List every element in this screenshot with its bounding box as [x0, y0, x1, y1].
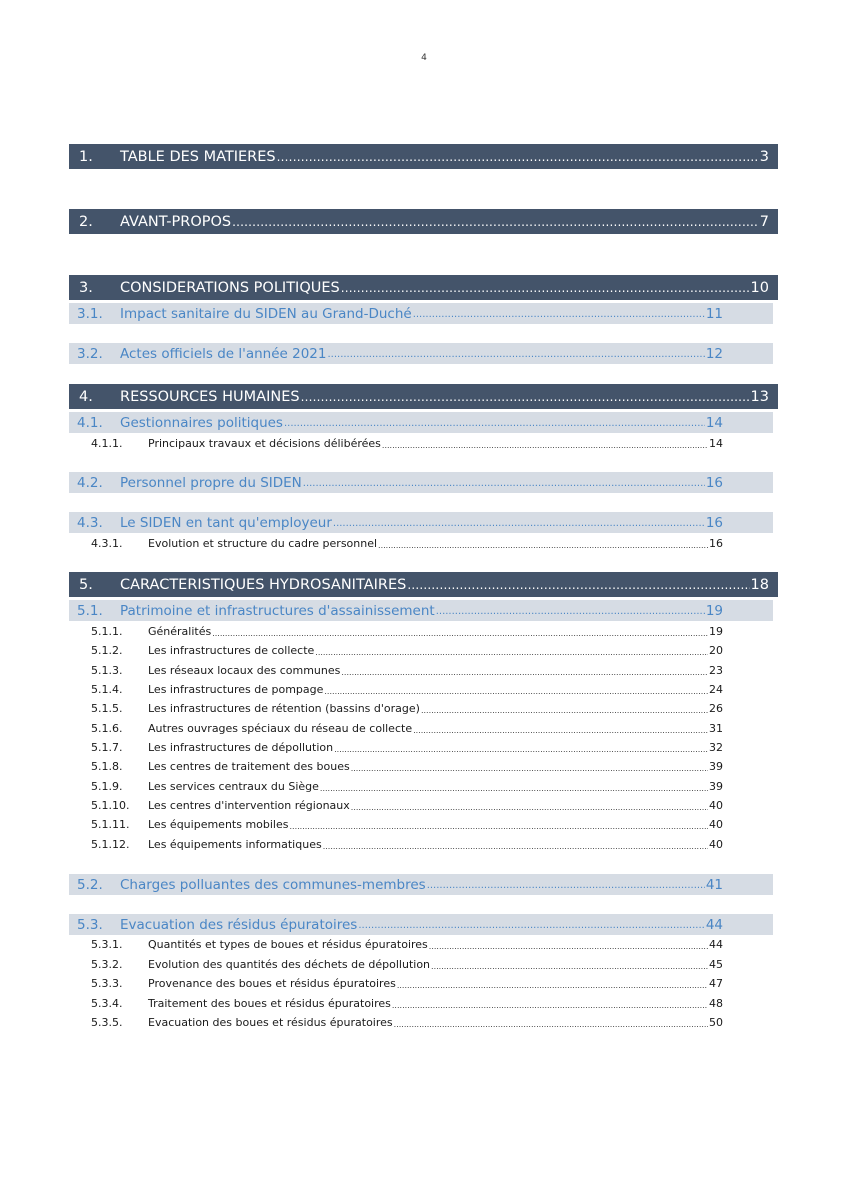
toc-entry-number: 5.1.5. [91, 702, 123, 715]
toc-entry-leader [303, 478, 705, 493]
toc-entry-number: 5.3.1. [91, 938, 123, 951]
toc-entry-leader [301, 390, 750, 409]
toc-entry-leader [284, 418, 705, 433]
toc-entry[interactable] [69, 757, 723, 776]
toc-entry-leader [290, 822, 709, 834]
toc-entry-leader [407, 578, 749, 597]
toc-entry-page: 50 [709, 1016, 723, 1029]
toc-entry-number: 3. [79, 279, 93, 296]
toc-entry-page: 40 [709, 799, 723, 812]
toc-entry-title: CONSIDERATIONS POLITIQUES [120, 279, 340, 296]
toc-entry-page: 41 [705, 876, 723, 893]
toc-entry[interactable] [69, 512, 773, 533]
toc-entry[interactable] [69, 974, 723, 993]
toc-entry-title: AVANT-PROPOS [120, 213, 232, 230]
toc-entry[interactable] [69, 914, 773, 935]
toc-entry-page: 39 [709, 780, 723, 793]
toc-entry-number: 3.2. [77, 345, 103, 362]
toc-entry-title: Les infrastructures de rétention (bassins d'orage) [148, 702, 420, 715]
toc-entry-page: 16 [705, 514, 723, 531]
toc-entry[interactable] [69, 472, 773, 493]
page-number: 4 [421, 53, 427, 63]
toc-entry-leader [413, 309, 705, 324]
toc-entry-title: Les services centraux du Siège [148, 780, 319, 793]
toc-entry-title: Les infrastructures de pompage [148, 683, 324, 696]
toc-entry-page: 48 [709, 997, 723, 1010]
toc-entry-page: 20 [709, 644, 723, 657]
toc-entry[interactable] [69, 994, 723, 1013]
toc-entry[interactable] [69, 209, 778, 234]
toc-entry[interactable] [69, 738, 723, 757]
toc-entry-title: Les centres d'intervention régionaux [148, 799, 350, 812]
toc-entry-page: 31 [709, 722, 723, 735]
toc-entry-number: 5.1.8. [91, 760, 123, 773]
toc-entry-number: 2. [79, 213, 93, 230]
toc-entry-leader [397, 981, 708, 993]
toc-entry-number: 5.1.12. [91, 838, 130, 851]
toc-entry[interactable] [69, 622, 723, 641]
toc-entry-title: Les centres de traitement des boues [148, 760, 350, 773]
toc-entry[interactable] [69, 661, 723, 680]
toc-entry-page: 10 [750, 279, 769, 296]
toc-entry[interactable] [69, 955, 723, 974]
toc-entry-page: 40 [709, 838, 723, 851]
toc-entry-title: Les infrastructures de dépollution [148, 741, 334, 754]
toc-entry-number: 5.3. [77, 916, 103, 933]
toc-entry-title: Personnel propre du SIDEN [120, 474, 302, 491]
toc-entry-number: 5. [79, 576, 93, 593]
toc-entry-leader [324, 687, 708, 699]
toc-entry[interactable] [69, 777, 723, 796]
toc-entry-page: 16 [709, 537, 723, 550]
toc-entry-page: 32 [709, 741, 723, 754]
toc-entry-page: 12 [705, 345, 723, 362]
toc-entry-number: 5.2. [77, 876, 103, 893]
toc-entry-title: Autres ouvrages spéciaux du réseau de collecte [148, 722, 413, 735]
toc-entry-title: Le SIDEN en tant qu'employeur [120, 514, 332, 531]
toc-entry-leader [413, 726, 708, 738]
toc-entry-page: 7 [759, 213, 769, 230]
toc-entry-title: Les équipements mobiles [148, 818, 289, 831]
toc-entry-page: 19 [705, 602, 723, 619]
toc-entry-title: Impact sanitaire du SIDEN au Grand-Duché [120, 305, 412, 322]
toc-entry[interactable] [69, 144, 778, 169]
toc-entry-number: 4.1.1. [91, 437, 123, 450]
toc-entry-leader [351, 803, 708, 815]
toc-entry-page: 39 [709, 760, 723, 773]
toc-entry-leader [320, 784, 708, 796]
toc-entry-leader [378, 541, 708, 553]
toc-entry[interactable] [69, 412, 773, 433]
toc-entry-leader [341, 668, 708, 680]
toc-entry-leader [333, 518, 705, 533]
toc-entry[interactable] [69, 384, 778, 409]
toc-entry-title: Patrimoine et infrastructures d'assainissement [120, 602, 435, 619]
toc-entry-number: 5.1.10. [91, 799, 130, 812]
toc-entry-number: 4.3. [77, 514, 103, 531]
toc-entry-title: CARACTERISTIQUES HYDROSANITAIRES [120, 576, 407, 593]
toc-entry-leader [212, 629, 708, 641]
toc-entry-number: 4.3.1. [91, 537, 123, 550]
toc-entry-leader [232, 215, 759, 234]
toc-entry[interactable] [69, 572, 778, 597]
toc-entry-number: 5.1.6. [91, 722, 123, 735]
toc-entry-leader [323, 842, 708, 854]
toc-entry-number: 4. [79, 388, 93, 405]
toc-entry-number: 5.1. [77, 602, 103, 619]
toc-entry-number: 4.1. [77, 414, 103, 431]
toc-entry-leader [277, 150, 759, 169]
toc-entry[interactable] [69, 874, 773, 895]
toc-entry-page: 18 [750, 576, 769, 593]
toc-entry-page: 45 [709, 958, 723, 971]
toc-entry-number: 5.3.2. [91, 958, 123, 971]
toc-entry[interactable] [69, 434, 723, 453]
toc-entry-title: Evolution et structure du cadre personnel [148, 537, 378, 550]
toc-entry[interactable] [69, 275, 778, 300]
toc-entry[interactable] [69, 719, 723, 738]
toc-entry-page: 44 [705, 916, 723, 933]
toc-entry-page: 40 [709, 818, 723, 831]
toc-entry-number: 5.1.11. [91, 818, 130, 831]
toc-entry-leader [334, 745, 708, 757]
toc-entry-title: Provenance des boues et résidus épuratoires [148, 977, 396, 990]
toc-entry-number: 5.3.3. [91, 977, 123, 990]
toc-entry-number: 5.3.4. [91, 997, 123, 1010]
toc-entry[interactable] [69, 1013, 723, 1032]
toc-entry-leader [394, 1020, 708, 1032]
toc-entry[interactable] [69, 600, 773, 621]
toc-entry-title: Quantités et types de boues et résidus épuratoires [148, 938, 428, 951]
toc-entry[interactable] [69, 815, 723, 834]
toc-entry-number: 3.1. [77, 305, 103, 322]
toc-entry-title: Les réseaux locaux des communes [148, 664, 341, 677]
toc-entry-title: Evacuation des résidus épuratoires [120, 916, 358, 933]
toc-entry-title: Les infrastructures de collecte [148, 644, 315, 657]
toc-entry-page: 14 [705, 414, 723, 431]
toc-entry-title: Les équipements informatiques [148, 838, 322, 851]
toc-entry-number: 5.1.1. [91, 625, 123, 638]
toc-entry-number: 5.3.5. [91, 1016, 123, 1029]
toc-entry-page: 24 [709, 683, 723, 696]
toc-entry-number: 5.1.3. [91, 664, 123, 677]
toc-entry-title: Généralités [148, 625, 212, 638]
toc-entry-leader [315, 648, 708, 660]
toc-entry-page: 16 [705, 474, 723, 491]
toc-entry-leader [431, 962, 708, 974]
toc-entry[interactable] [69, 641, 723, 660]
toc-entry-title: RESSOURCES HUMAINES [120, 388, 300, 405]
toc-entry-leader [351, 764, 708, 776]
toc-entry-page: 19 [709, 625, 723, 638]
toc-entry-page: 26 [709, 702, 723, 715]
toc-entry-leader [341, 281, 750, 300]
toc-entry-leader [427, 880, 705, 895]
toc-entry-title: Evolution des quantités des déchets de dépollution [148, 958, 431, 971]
toc-entry-number: 5.1.2. [91, 644, 123, 657]
toc-entry[interactable] [69, 534, 723, 553]
toc-entry-leader [429, 942, 708, 954]
toc-entry-number: 1. [79, 148, 93, 165]
toc-entry-page: 23 [709, 664, 723, 677]
toc-entry[interactable] [69, 835, 723, 854]
toc-entry-title: Charges polluantes des communes-membres [120, 876, 426, 893]
toc-entry-number: 5.1.7. [91, 741, 123, 754]
toc-entry-number: 5.1.9. [91, 780, 123, 793]
toc-entry-leader [392, 1001, 708, 1013]
toc-entry[interactable] [69, 303, 773, 324]
toc-entry-page: 13 [750, 388, 769, 405]
toc-entry-leader [327, 349, 704, 364]
toc-entry-leader [358, 920, 704, 935]
toc-entry-title: Actes officiels de l'année 2021 [120, 345, 327, 362]
toc-entry[interactable] [69, 796, 723, 815]
toc-entry-page: 47 [709, 977, 723, 990]
toc-entry[interactable] [69, 935, 723, 954]
toc-entry-title: Gestionnaires politiques [120, 414, 283, 431]
toc-entry-page: 11 [705, 305, 723, 322]
toc-entry[interactable] [69, 680, 723, 699]
toc-entry-leader [436, 606, 705, 621]
toc-entry-page: 44 [709, 938, 723, 951]
toc-entry-leader [421, 706, 708, 718]
toc-entry-title: Evacuation des boues et résidus épuratoires [148, 1016, 393, 1029]
toc-entry-number: 5.1.4. [91, 683, 123, 696]
toc-entry-page: 14 [709, 437, 723, 450]
toc-entry-title: Principaux travaux et décisions délibérées [148, 437, 381, 450]
toc-entry[interactable] [69, 343, 773, 364]
toc-entry-title: Traitement des boues et résidus épuratoires [148, 997, 391, 1010]
toc-entry-leader [382, 441, 708, 453]
toc-entry-page: 3 [759, 148, 769, 165]
toc-entry[interactable] [69, 699, 723, 718]
toc-entry-title: TABLE DES MATIERES [120, 148, 276, 165]
toc-entry-number: 4.2. [77, 474, 103, 491]
